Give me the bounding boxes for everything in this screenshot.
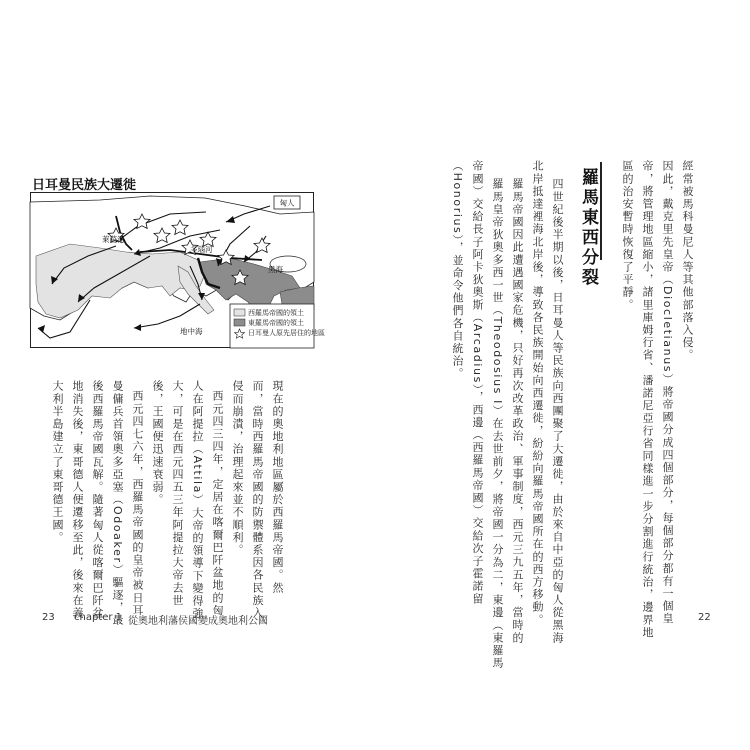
left-body-col-8: 西元四七六年，西羅馬帝國的皇帝被日耳: [131, 390, 144, 617]
right-body-col-4: 羅馬皇帝狄奧多西一世（Theodosius I）在去世前夕，將帝國一分為二，東邊（東羅馬: [491, 178, 504, 670]
legend-swatch-west: [234, 309, 245, 316]
left-body-col-7: 後，王國便迅速衰弱。: [151, 380, 164, 506]
page-number-right: 22: [698, 612, 711, 623]
left-body-col-12: 大利半島建立了東哥德王國。: [51, 380, 64, 544]
left-body-col-10: 後西羅馬帝國瓦解。隨著匈人從喀爾巴阡盆: [91, 380, 104, 620]
map-title: 日耳曼民族大遷徙: [32, 178, 137, 193]
right-intro-col-2: 因此，戴克里先皇帝（Diocletianus）將帝國分成四個部分，每個部分都有一個皇: [661, 160, 674, 626]
right-body-col-1: 四世紀後半期以後，日耳曼人等民族向西團聚了大遷徙，由於來自中亞的匈人從黑海: [551, 178, 564, 645]
left-body-col-5: 人在阿提拉（Attila）大帝的領導下變得強: [191, 380, 204, 621]
mediterranean-label: 地中海: [180, 327, 203, 336]
left-body-col-2: 而，當時西羅馬帝國的防禦體系因各民族入: [251, 380, 264, 620]
right-intro-col-4: 區的治安暫時恢復了平靜。: [621, 160, 634, 312]
black-sea-label: 黑海: [268, 265, 283, 274]
legend-west-label: 西羅馬帝國的領土: [248, 309, 304, 317]
right-body-col-3: 羅馬帝國因此遭遇國家危機，只好再次改革政治、軍事制度，西元三九五年，當時的: [511, 178, 524, 645]
page-number-left: 23: [42, 612, 55, 623]
legend-origin-label: 日耳曼人原先居住的地區: [248, 329, 325, 337]
left-body-col-3: 侵而崩潰，治理起來並不順利。: [231, 380, 244, 557]
left-body-col-4: 西元四三四年，定居在喀爾巴阡盆地的匈: [211, 390, 224, 617]
footer-chapter: chapter 1: [74, 612, 123, 623]
rhine-label: 萊茵河: [102, 235, 125, 244]
footer-chapter-title: 從奧地利藩侯國變成奧地利公國: [128, 616, 268, 627]
danube-label: 多瑙河: [190, 245, 213, 254]
right-intro-col-3: 帝，將管理地區縮小，諸里庫姆行省、潘諾尼亞行省同樣進一步分割進行統治，邊界地: [641, 160, 654, 639]
huns-label: 匈人: [279, 198, 295, 208]
right-intro-col-1: 經常被馬科曼尼人等其他部落入侵。: [681, 160, 694, 362]
left-body-col-11: 地消失後，東哥德人便遷移至此，後來在義: [71, 380, 84, 620]
right-body-col-6: （Honorius），並命令他們各自統治。: [451, 160, 464, 381]
section-heading: 羅馬東西分裂: [578, 168, 598, 288]
left-body-col-6: 大，可是在西元四五三年阿提拉大帝去世: [171, 380, 184, 607]
legend-swatch-east: [234, 319, 245, 326]
migration-map: [30, 192, 325, 348]
left-body-col-9: 曼傭兵首領奧多亞塞（Odoaker）驅逐，最: [111, 380, 124, 627]
map-legend: [230, 304, 325, 348]
left-body-col-1: 現在的奧地利地區屬於西羅馬帝國。然: [271, 380, 284, 595]
legend-east-label: 東羅馬帝國的領土: [248, 319, 304, 327]
right-body-col-2: 北岸抵達裡海北岸後，導致各民族開始向西遷徙，紛紛向羅馬帝國所在的西方移動。: [531, 160, 544, 627]
right-body-col-5: 帝國）交給長子阿卡狄奧斯（Arcadius），西邊（西羅馬帝國）交給次子霍諾留: [471, 160, 484, 606]
